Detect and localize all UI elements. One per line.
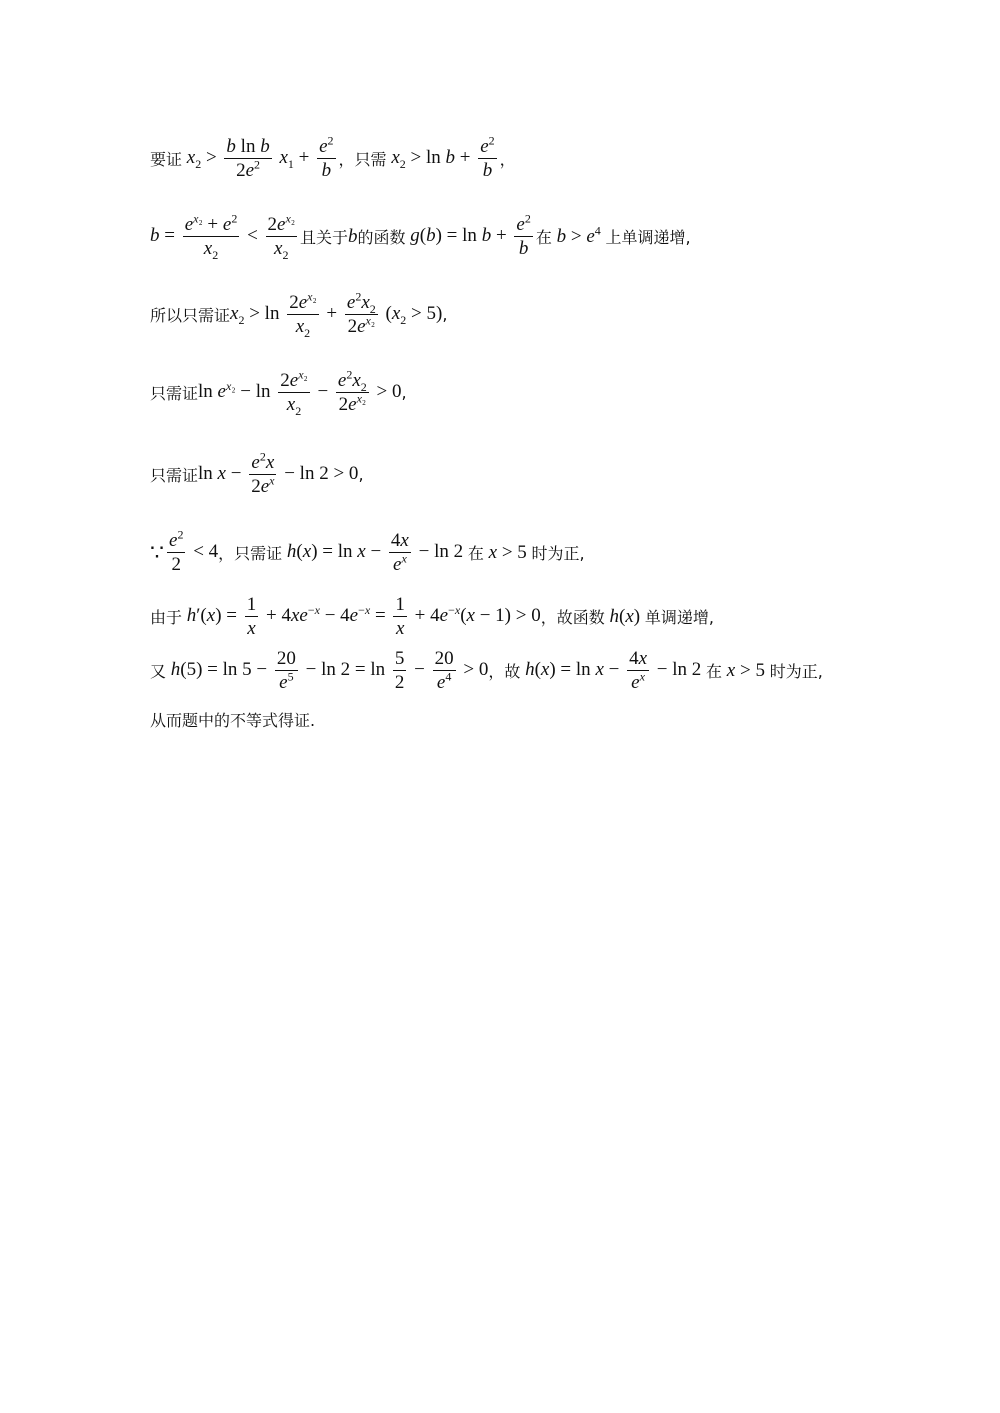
proof-line-9	[150, 708, 315, 731]
fraction: $\frac{5}{2}$	[394, 648, 405, 694]
math-expression: g(b) = ln b + $\frac{e^2}{b}$	[410, 211, 531, 260]
text-segment: 时为正,	[531, 544, 585, 564]
proof-line-5	[150, 449, 364, 498]
fraction: $\frac{4x}{e^x}$	[390, 530, 409, 576]
text-segment: 在	[467, 544, 484, 564]
fraction: $\frac{20}{e^5}$	[276, 648, 296, 694]
fraction: $\frac{e^2}{b}$	[319, 133, 334, 182]
math-expression: x > 5	[726, 659, 770, 681]
proof-line-3	[150, 289, 448, 341]
fraction: $\frac{20}{e^4}$	[434, 648, 454, 694]
math-expression: x > 5	[488, 541, 532, 563]
fraction: $\frac{e^2}{b}$	[480, 133, 495, 182]
because-symbol: ∵	[150, 539, 164, 565]
proof-line-1	[150, 133, 516, 182]
text-segment: 从而题中的不等式得证.	[150, 711, 316, 730]
fraction: $\frac{2e^{x_2}}{x_2}$	[267, 211, 295, 263]
text-segment: 只需证	[150, 384, 199, 404]
fraction: $\frac{e^2}{2}$	[169, 527, 184, 576]
text-segment: 单调递增,	[644, 608, 714, 628]
math-expression: $x_2 > \ln b$ + $\frac{e^2}{b}$	[391, 133, 495, 182]
math-expression: $x_2 > \ln$ $\frac{2e^{x_2}}{x_2}$ + $\frac{e^2x_2}{2e^{x_2}}$ $(x_2 > 5)$	[230, 289, 443, 341]
text-segment: ,	[358, 465, 364, 485]
proof-line-7	[150, 594, 714, 640]
text-segment: ，故函数	[540, 608, 605, 628]
text-segment: ,	[401, 383, 407, 403]
text-segment: 上单调递增,	[605, 228, 691, 248]
math-expression: b = $\frac{e^{x_2} + e^2}{x_2}$ < $\frac{2e^{x_2}}{x_2}$	[150, 211, 295, 263]
fraction: $\frac{e^2x_2}{2e^{x_2}}$	[346, 289, 376, 338]
text-segment: ，故	[488, 662, 521, 682]
fraction: $\frac{2e^{x_2}}{x_2}$	[289, 289, 317, 341]
text-segment: 的函数	[357, 228, 406, 248]
text-segment: ，只需	[338, 150, 387, 170]
fraction: $\frac{\text{b ln b}}{2e^2}$	[226, 136, 270, 182]
proof-line-4	[150, 367, 407, 419]
text-segment: 由于	[150, 608, 183, 628]
math-expression: $x_2$ > $\frac{\text{b ln b}}{2e^2}$ $x_1$ + $\frac{e^2}{b}$	[186, 133, 334, 182]
text-segment: ,	[442, 305, 448, 325]
text-segment: 只需证	[150, 466, 199, 486]
math-expression: $b > e^4$	[556, 223, 601, 247]
fraction: $\frac{4x}{e^x}$	[629, 648, 648, 694]
math-expression: ln x − $\frac{e^2x}{2e^x}$ − ln 2 > 0	[198, 449, 359, 498]
math-expression: h(x) = ln x − $\frac{4x}{e^x}$ − ln 2	[286, 530, 468, 576]
math-expression: h(x) = ln x − $\frac{4x}{e^x}$ − ln 2	[525, 648, 707, 694]
math-expression: $\ln e^{x_2} - \ln$ $\frac{2e^{x_2}}{x_2}$ − $\frac{e^2x_2}{2e^{x_2}}$ > 0	[198, 367, 402, 419]
fraction: $\frac{e^2x}{2e^x}$	[251, 449, 275, 498]
text-segment: 时为正,	[769, 662, 823, 682]
fraction: $\frac{2e^{x_2}}{x_2}$	[280, 367, 308, 419]
text-segment: 且关于	[300, 228, 349, 248]
fraction: $\frac{1}{x}$	[246, 594, 257, 640]
text-segment: 在	[535, 228, 552, 248]
math-expression: h(x)	[609, 605, 645, 627]
fraction: $\frac{e^2x_2}{2e^{x_2}}$	[337, 367, 367, 416]
math-expression: h(5) = ln 5 − $\frac{20}{e^5}$ − ln 2 = ln $\frac{5}{2}$ − $\frac{20}{e^4}$ > 0	[170, 648, 489, 694]
proof-line-8	[150, 648, 823, 694]
math-expression: h′(x) = $\frac{1}{x}$ + $4xe^{-x} - 4e^{-x}$ = $\frac{1}{x}$ + $4e^{-x}(x - 1) > 0$	[186, 594, 541, 640]
fraction: $\frac{e^{x_2} + e^2}{x_2}$	[184, 211, 238, 263]
text-segment: 又	[150, 662, 167, 682]
text-segment: 所以只需证	[150, 306, 231, 326]
text-segment: ，	[499, 150, 516, 170]
text-segment: 在	[706, 662, 723, 682]
math-expression: b	[348, 225, 358, 247]
text-segment: 要证	[150, 150, 183, 170]
proof-line-2	[150, 211, 691, 263]
text-segment: ，只需证	[218, 544, 283, 564]
proof-line-6	[150, 527, 585, 576]
fraction: $\frac{1}{x}$	[395, 594, 405, 640]
math-expression: $\frac{e^2}{2}$ < 4	[169, 527, 219, 576]
fraction: $\frac{e^2}{b}$	[516, 211, 531, 260]
